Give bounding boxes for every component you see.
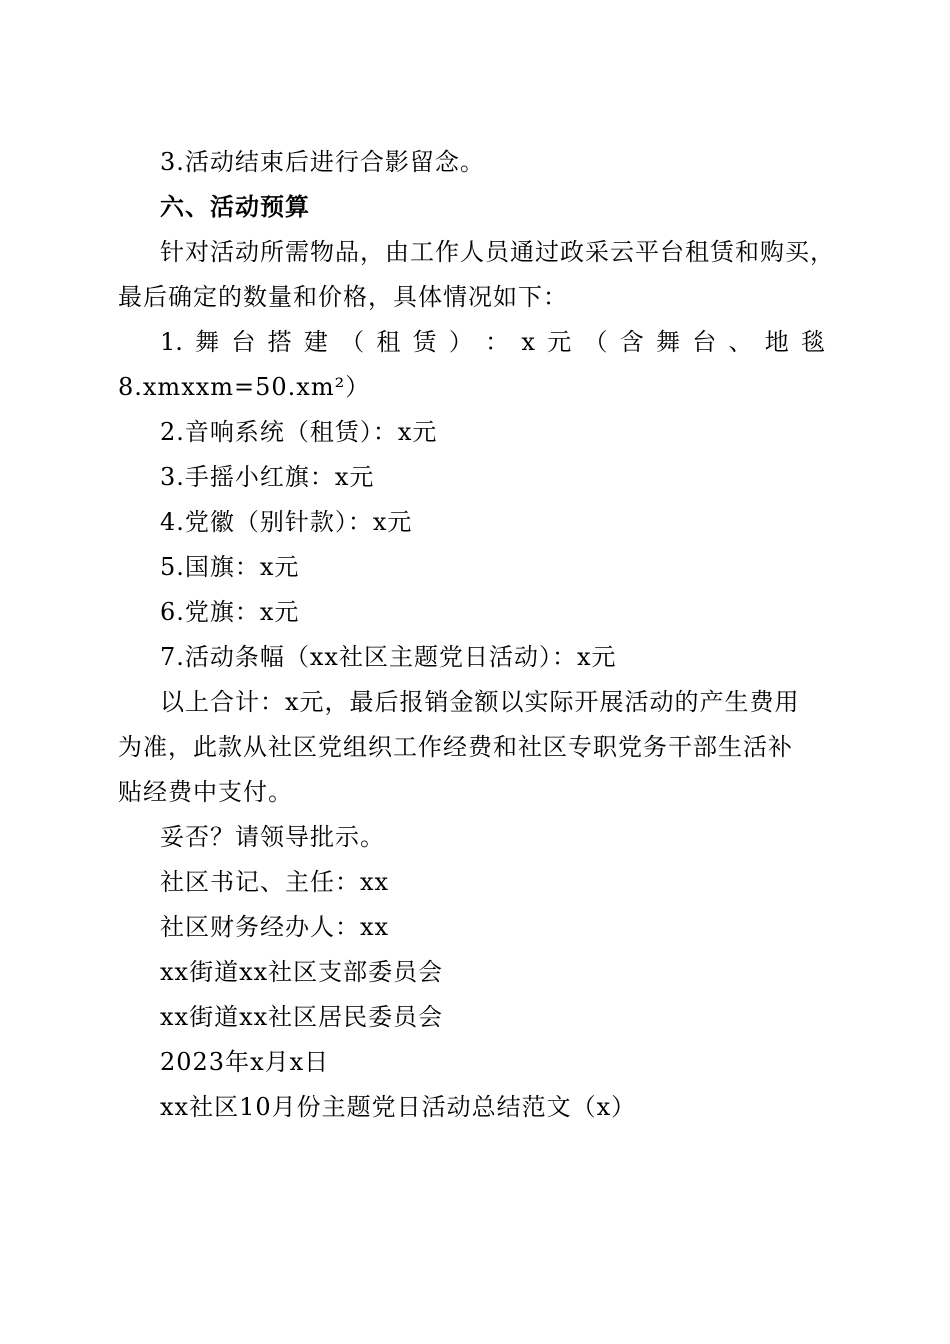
budget-item-1-part: 租 (376, 328, 401, 356)
budget-item-1-part: 地 (764, 328, 789, 356)
budget-item-1-part: 搭 (267, 328, 292, 356)
budget-item-1-part: 毯 (800, 328, 825, 356)
budget-item-1-part: （ (583, 328, 608, 356)
budget-intro-line-1: 针对活动所需物品，由工作人员通过政采云平台租赁和购买， (160, 238, 835, 266)
signer-finance: 社区财务经办人：xx (160, 913, 390, 941)
budget-item-1-line-2: 8.xmxxm=50.xm²） (118, 373, 371, 401)
document-date: 2023年x月x日 (160, 1048, 330, 1076)
budget-item-1-part: 1. (160, 328, 183, 356)
budget-intro-line-2: 最后确定的数量和价格，具体情况如下： (118, 283, 568, 311)
budget-item-1-part: 舞 (655, 328, 680, 356)
budget-item-2: 2.音响系统（租赁）：x元 (160, 418, 438, 446)
next-document-title: xx社区10月份主题党日活动总结范文（x） (160, 1093, 637, 1121)
signer-secretary: 社区书记、主任：xx (160, 868, 390, 896)
budget-item-1-part: 含 (619, 328, 644, 356)
budget-item-1-part: x (521, 328, 535, 356)
budget-total-line-2: 为准，此款从社区党组织工作经费和社区专职党务干部生活补 (118, 733, 793, 761)
approval-request: 妥否？请领导批示。 (160, 823, 385, 851)
budget-item-1-part: 元 (547, 328, 572, 356)
activity-step-3: 3.活动结束后进行合影留念。 (160, 148, 485, 176)
budget-item-5: 5.国旗：x元 (160, 553, 300, 581)
budget-item-1-line-1 (160, 326, 825, 358)
budget-item-3: 3.手摇小红旗：x元 (160, 463, 375, 491)
budget-total-line-3: 贴经费中支付。 (118, 778, 293, 806)
issuer-residents-committee: xx街道xx社区居民委员会 (160, 1003, 444, 1031)
budget-item-1-part: 、 (728, 328, 753, 356)
budget-total-line-1: 以上合计：x元，最后报销金额以实际开展活动的产生费用 (160, 688, 800, 716)
budget-item-1-part: ： (485, 328, 510, 356)
budget-item-1-part: ） (448, 328, 473, 356)
budget-item-4: 4.党徽（别针款）：x元 (160, 508, 413, 536)
budget-item-1-part: 台 (231, 328, 256, 356)
budget-item-6: 6.党旗：x元 (160, 598, 300, 626)
budget-item-1-part: 建 (303, 328, 328, 356)
budget-item-1-part: 舞 (195, 328, 220, 356)
budget-item-7: 7.活动条幅（xx社区主题党日活动）：x元 (160, 643, 617, 671)
budget-item-1-part: 赁 (412, 328, 437, 356)
issuer-branch-committee: xx街道xx社区支部委员会 (160, 958, 444, 986)
budget-item-1-part: （ (340, 328, 365, 356)
section-heading-budget: 六、活动预算 (160, 193, 310, 221)
budget-item-1-part: 台 (692, 328, 717, 356)
